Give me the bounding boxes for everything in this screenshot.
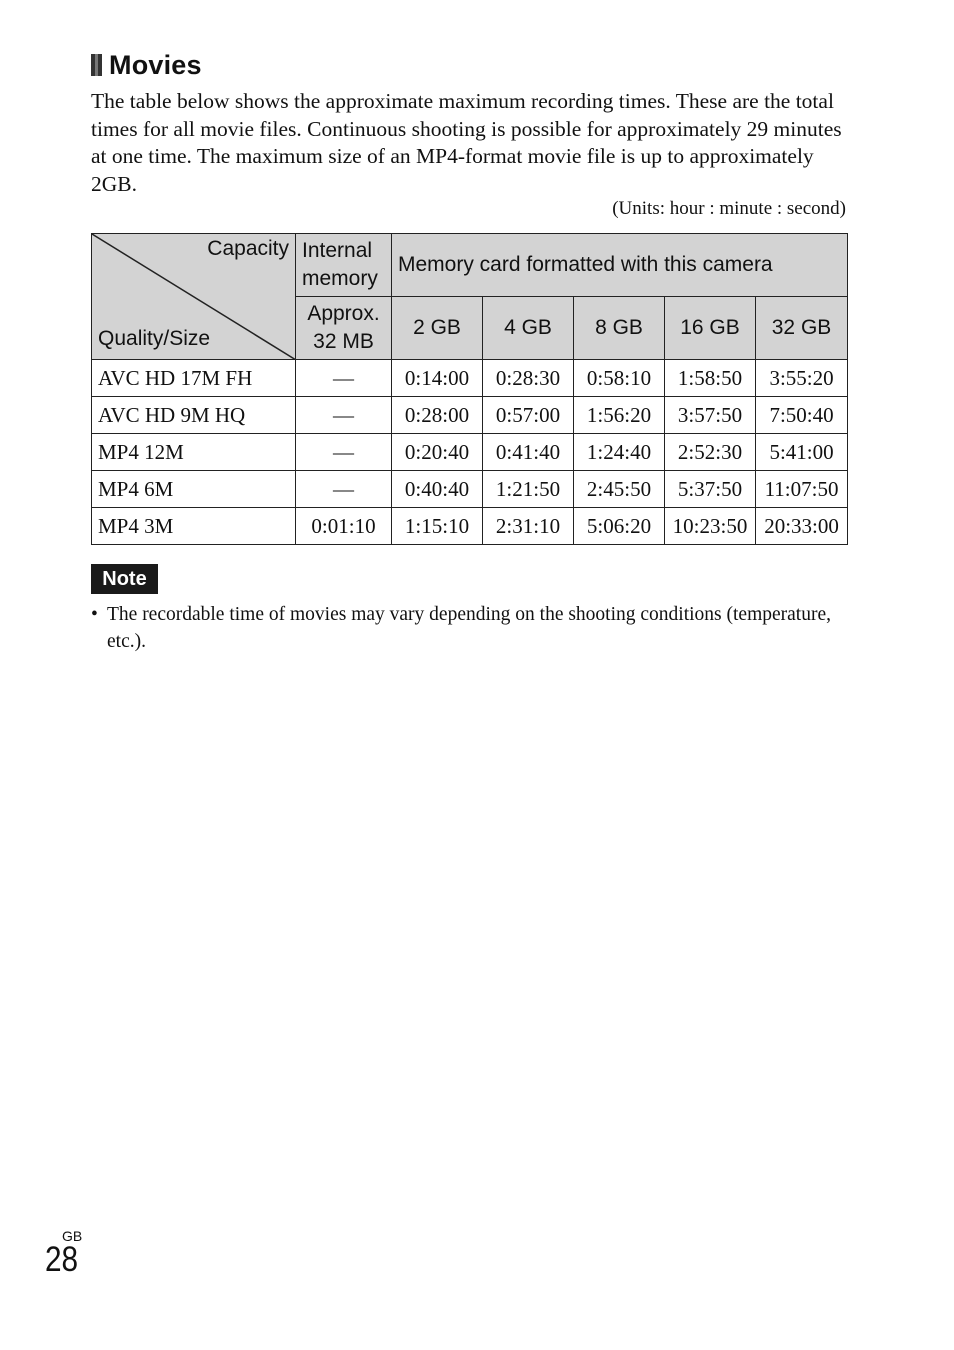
time-cell: 10:23:50 <box>665 508 756 545</box>
time-cell: 5:37:50 <box>665 471 756 508</box>
quality-cell: MP4 3M <box>92 508 296 545</box>
note-text: The recordable time of movies may vary depending on the shooting conditions (temperature, etc.). <box>107 604 831 652</box>
quality-cell: AVC HD 9M HQ <box>92 397 296 434</box>
internal-cell: — <box>296 471 392 508</box>
approx-line2: 32 MB <box>313 330 374 353</box>
capacity-header: 16 GB <box>665 297 756 360</box>
table-row <box>92 360 848 397</box>
time-cell: 0:28:00 <box>392 397 483 434</box>
time-cell: 2:31:10 <box>483 508 574 545</box>
time-cell: 0:40:40 <box>392 471 483 508</box>
memory-card-header: Memory card formatted with this camera <box>392 234 848 297</box>
time-cell: 5:41:00 <box>756 434 848 471</box>
approx-capacity-header <box>296 297 392 360</box>
time-cell: 3:55:20 <box>756 360 848 397</box>
time-cell: 5:06:20 <box>574 508 665 545</box>
capacity-header: 2 GB <box>392 297 483 360</box>
time-cell: 3:57:50 <box>665 397 756 434</box>
capacity-header: 8 GB <box>574 297 665 360</box>
table-row <box>92 508 848 545</box>
time-cell: 0:41:40 <box>483 434 574 471</box>
internal-header-line1: Internal <box>302 239 373 262</box>
internal-header-line2: memory <box>302 267 378 290</box>
quality-size-label: Quality/Size <box>98 327 211 350</box>
region-label: GB <box>62 1228 83 1244</box>
time-cell: 11:07:50 <box>756 471 848 508</box>
time-cell: 7:50:40 <box>756 397 848 434</box>
time-cell: 0:14:00 <box>392 360 483 397</box>
time-cell: 1:58:50 <box>665 360 756 397</box>
bullet: • <box>91 604 98 625</box>
corner-header-cell <box>92 234 296 360</box>
note-list-item <box>91 601 831 655</box>
section-title: Movies <box>109 49 202 80</box>
internal-cell: — <box>296 360 392 397</box>
time-cell: 0:20:40 <box>392 434 483 471</box>
time-cell: 0:57:00 <box>483 397 574 434</box>
quality-cell: AVC HD 17M FH <box>92 360 296 397</box>
heading-marker-icon <box>91 54 102 76</box>
capacity-header: 32 GB <box>756 297 848 360</box>
internal-memory-header <box>296 234 392 297</box>
time-cell: 2:45:50 <box>574 471 665 508</box>
time-cell: 1:24:40 <box>574 434 665 471</box>
approx-line1: Approx. <box>307 302 380 325</box>
internal-cell: — <box>296 397 392 434</box>
internal-cell: 0:01:10 <box>296 508 392 545</box>
quality-cell: MP4 6M <box>92 471 296 508</box>
table-row <box>92 434 848 471</box>
internal-cell: — <box>296 434 392 471</box>
note-badge: Note <box>91 564 158 594</box>
time-cell: 1:56:20 <box>574 397 665 434</box>
time-cell: 1:15:10 <box>392 508 483 545</box>
quality-cell: MP4 12M <box>92 434 296 471</box>
intro-paragraph: The table below shows the approximate maximum recording times. These are the total times for all movie files. Continuous shooting is possible for approximately 29 minutes at one time. The maximum size of an MP4-format movie file is up to approximately 2GB. <box>91 89 842 196</box>
table-row <box>92 397 848 434</box>
table-row <box>92 471 848 508</box>
recording-times-table <box>91 233 848 545</box>
time-cell: 20:33:00 <box>756 508 848 545</box>
time-cell: 0:58:10 <box>574 360 665 397</box>
capacity-header: 4 GB <box>483 297 574 360</box>
page-number: 28 <box>45 1240 79 1279</box>
capacity-label: Capacity <box>207 237 289 260</box>
units-note: (Units: hour : minute : second) <box>612 198 846 219</box>
time-cell: 0:28:30 <box>483 360 574 397</box>
time-cell: 2:52:30 <box>665 434 756 471</box>
section-heading <box>91 48 202 82</box>
time-cell: 1:21:50 <box>483 471 574 508</box>
